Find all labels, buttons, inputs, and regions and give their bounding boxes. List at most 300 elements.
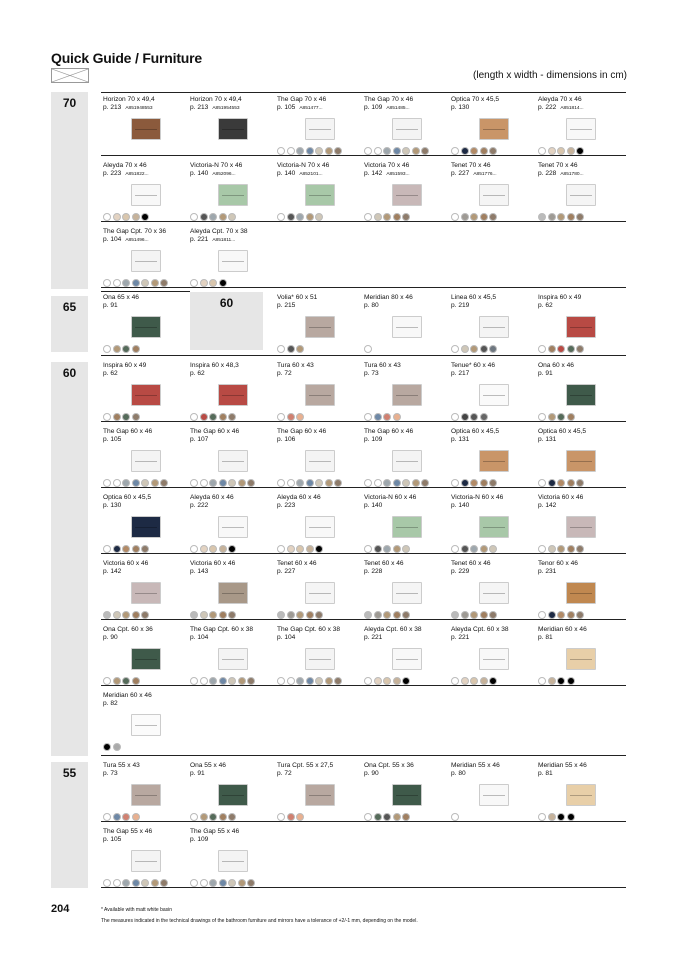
finish-swatch[interactable]: [489, 345, 497, 353]
finish-swatch[interactable]: [219, 279, 227, 287]
finish-swatch[interactable]: [538, 677, 546, 685]
finish-swatch[interactable]: [228, 213, 236, 221]
product-card[interactable]: [538, 162, 625, 224]
finish-swatch[interactable]: [228, 813, 236, 821]
finish-swatch[interactable]: [470, 147, 478, 155]
product-card[interactable]: [451, 626, 538, 688]
finish-swatch[interactable]: [306, 611, 314, 619]
finish-swatch[interactable]: [315, 213, 323, 221]
finish-swatch[interactable]: [219, 813, 227, 821]
finish-swatch[interactable]: [132, 279, 140, 287]
product-card[interactable]: [451, 762, 538, 824]
finish-swatch[interactable]: [209, 479, 217, 487]
product-card[interactable]: [103, 96, 190, 158]
finish-swatch[interactable]: [461, 677, 469, 685]
finish-swatch[interactable]: [151, 479, 159, 487]
finish-swatch[interactable]: [383, 413, 391, 421]
finish-swatch[interactable]: [548, 345, 556, 353]
finish-swatch[interactable]: [567, 479, 575, 487]
finish-swatch[interactable]: [576, 213, 584, 221]
finish-swatch[interactable]: [190, 677, 198, 685]
finish-swatch[interactable]: [548, 147, 556, 155]
product-card[interactable]: [103, 362, 190, 424]
finish-swatch[interactable]: [567, 677, 575, 685]
finish-swatch[interactable]: [209, 677, 217, 685]
finish-swatch[interactable]: [209, 279, 217, 287]
finish-swatch[interactable]: [461, 213, 469, 221]
finish-swatch[interactable]: [228, 413, 236, 421]
finish-swatch[interactable]: [113, 813, 121, 821]
finish-swatch[interactable]: [451, 611, 459, 619]
finish-swatch[interactable]: [576, 479, 584, 487]
product-card[interactable]: [364, 762, 451, 824]
finish-swatch[interactable]: [277, 813, 285, 821]
finish-swatch[interactable]: [228, 545, 236, 553]
finish-swatch[interactable]: [393, 677, 401, 685]
finish-swatch[interactable]: [325, 479, 333, 487]
product-card[interactable]: [364, 626, 451, 688]
finish-swatch[interactable]: [364, 813, 372, 821]
finish-swatch[interactable]: [103, 545, 111, 553]
product-card[interactable]: [277, 96, 364, 158]
finish-swatch[interactable]: [374, 213, 382, 221]
finish-swatch[interactable]: [122, 545, 130, 553]
finish-swatch[interactable]: [296, 345, 304, 353]
finish-swatch[interactable]: [315, 611, 323, 619]
finish-swatch[interactable]: [200, 279, 208, 287]
finish-swatch[interactable]: [383, 479, 391, 487]
finish-swatch[interactable]: [113, 413, 121, 421]
finish-swatch[interactable]: [451, 677, 459, 685]
product-card[interactable]: [451, 428, 538, 490]
finish-swatch[interactable]: [219, 879, 227, 887]
finish-swatch[interactable]: [402, 677, 410, 685]
finish-swatch[interactable]: [287, 345, 295, 353]
finish-swatch[interactable]: [374, 413, 382, 421]
finish-swatch[interactable]: [277, 479, 285, 487]
finish-swatch[interactable]: [576, 345, 584, 353]
finish-swatch[interactable]: [228, 677, 236, 685]
finish-swatch[interactable]: [306, 479, 314, 487]
finish-swatch[interactable]: [287, 545, 295, 553]
product-card[interactable]: [538, 428, 625, 490]
finish-swatch[interactable]: [364, 345, 372, 353]
finish-swatch[interactable]: [567, 413, 575, 421]
finish-swatch[interactable]: [200, 813, 208, 821]
finish-swatch[interactable]: [383, 813, 391, 821]
product-card[interactable]: [277, 362, 364, 424]
finish-swatch[interactable]: [122, 677, 130, 685]
product-card[interactable]: [538, 294, 625, 356]
finish-swatch[interactable]: [383, 545, 391, 553]
product-card[interactable]: [190, 560, 277, 622]
finish-swatch[interactable]: [480, 677, 488, 685]
finish-swatch[interactable]: [557, 611, 565, 619]
product-card[interactable]: [103, 762, 190, 824]
finish-swatch[interactable]: [132, 213, 140, 221]
finish-swatch[interactable]: [247, 479, 255, 487]
finish-swatch[interactable]: [383, 147, 391, 155]
finish-swatch[interactable]: [374, 611, 382, 619]
finish-swatch[interactable]: [470, 677, 478, 685]
finish-swatch[interactable]: [421, 479, 429, 487]
finish-swatch[interactable]: [557, 813, 565, 821]
product-card[interactable]: [190, 362, 277, 424]
finish-swatch[interactable]: [393, 413, 401, 421]
finish-swatch[interactable]: [103, 479, 111, 487]
finish-swatch[interactable]: [219, 413, 227, 421]
finish-swatch[interactable]: [480, 611, 488, 619]
finish-swatch[interactable]: [383, 611, 391, 619]
product-card[interactable]: [103, 428, 190, 490]
finish-swatch[interactable]: [113, 743, 121, 751]
finish-swatch[interactable]: [228, 611, 236, 619]
finish-swatch[interactable]: [160, 479, 168, 487]
finish-swatch[interactable]: [228, 879, 236, 887]
finish-swatch[interactable]: [277, 147, 285, 155]
finish-swatch[interactable]: [451, 345, 459, 353]
finish-swatch[interactable]: [393, 213, 401, 221]
finish-swatch[interactable]: [296, 413, 304, 421]
finish-swatch[interactable]: [200, 545, 208, 553]
finish-swatch[interactable]: [113, 677, 121, 685]
finish-swatch[interactable]: [287, 479, 295, 487]
finish-swatch[interactable]: [141, 611, 149, 619]
finish-swatch[interactable]: [141, 479, 149, 487]
finish-swatch[interactable]: [470, 213, 478, 221]
product-card[interactable]: [538, 560, 625, 622]
finish-swatch[interactable]: [393, 545, 401, 553]
finish-swatch[interactable]: [306, 677, 314, 685]
finish-swatch[interactable]: [132, 879, 140, 887]
finish-swatch[interactable]: [567, 611, 575, 619]
finish-swatch[interactable]: [287, 813, 295, 821]
finish-swatch[interactable]: [190, 479, 198, 487]
finish-swatch[interactable]: [122, 413, 130, 421]
finish-swatch[interactable]: [364, 611, 372, 619]
product-card[interactable]: [103, 294, 190, 356]
finish-swatch[interactable]: [306, 545, 314, 553]
finish-swatch[interactable]: [421, 147, 429, 155]
finish-swatch[interactable]: [334, 479, 342, 487]
finish-swatch[interactable]: [190, 279, 198, 287]
finish-swatch[interactable]: [538, 413, 546, 421]
finish-swatch[interactable]: [489, 213, 497, 221]
finish-swatch[interactable]: [470, 479, 478, 487]
finish-swatch[interactable]: [451, 213, 459, 221]
finish-swatch[interactable]: [480, 213, 488, 221]
finish-swatch[interactable]: [287, 611, 295, 619]
finish-swatch[interactable]: [238, 479, 246, 487]
finish-swatch[interactable]: [306, 147, 314, 155]
finish-swatch[interactable]: [364, 545, 372, 553]
finish-swatch[interactable]: [548, 611, 556, 619]
finish-swatch[interactable]: [219, 611, 227, 619]
finish-swatch[interactable]: [238, 677, 246, 685]
finish-swatch[interactable]: [567, 545, 575, 553]
product-card[interactable]: [538, 362, 625, 424]
finish-swatch[interactable]: [200, 479, 208, 487]
product-card[interactable]: [190, 626, 277, 688]
finish-swatch[interactable]: [103, 813, 111, 821]
finish-swatch[interactable]: [122, 345, 130, 353]
finish-swatch[interactable]: [489, 677, 497, 685]
finish-swatch[interactable]: [557, 677, 565, 685]
finish-swatch[interactable]: [567, 213, 575, 221]
finish-swatch[interactable]: [296, 213, 304, 221]
finish-swatch[interactable]: [548, 545, 556, 553]
product-card[interactable]: [103, 626, 190, 688]
finish-swatch[interactable]: [374, 147, 382, 155]
product-card[interactable]: [277, 560, 364, 622]
finish-swatch[interactable]: [576, 611, 584, 619]
product-card[interactable]: [538, 96, 625, 158]
finish-swatch[interactable]: [122, 479, 130, 487]
finish-swatch[interactable]: [113, 213, 121, 221]
product-card[interactable]: [190, 96, 277, 158]
finish-swatch[interactable]: [567, 345, 575, 353]
finish-swatch[interactable]: [451, 545, 459, 553]
finish-swatch[interactable]: [538, 479, 546, 487]
product-card[interactable]: [190, 762, 277, 824]
finish-swatch[interactable]: [402, 611, 410, 619]
finish-swatch[interactable]: [238, 879, 246, 887]
product-card[interactable]: [451, 362, 538, 424]
finish-swatch[interactable]: [277, 213, 285, 221]
finish-swatch[interactable]: [219, 545, 227, 553]
finish-swatch[interactable]: [132, 479, 140, 487]
product-card[interactable]: [364, 428, 451, 490]
finish-swatch[interactable]: [489, 545, 497, 553]
product-card[interactable]: [103, 228, 190, 290]
finish-swatch[interactable]: [315, 147, 323, 155]
product-card[interactable]: [277, 626, 364, 688]
finish-swatch[interactable]: [103, 677, 111, 685]
finish-swatch[interactable]: [567, 147, 575, 155]
finish-swatch[interactable]: [393, 479, 401, 487]
finish-swatch[interactable]: [132, 677, 140, 685]
finish-swatch[interactable]: [287, 213, 295, 221]
finish-swatch[interactable]: [538, 213, 546, 221]
finish-swatch[interactable]: [461, 479, 469, 487]
finish-swatch[interactable]: [296, 813, 304, 821]
finish-swatch[interactable]: [489, 147, 497, 155]
finish-swatch[interactable]: [190, 213, 198, 221]
finish-swatch[interactable]: [557, 479, 565, 487]
finish-swatch[interactable]: [219, 479, 227, 487]
finish-swatch[interactable]: [151, 279, 159, 287]
finish-swatch[interactable]: [113, 479, 121, 487]
finish-swatch[interactable]: [325, 677, 333, 685]
product-card[interactable]: [451, 96, 538, 158]
finish-swatch[interactable]: [557, 213, 565, 221]
finish-swatch[interactable]: [141, 279, 149, 287]
finish-swatch[interactable]: [470, 545, 478, 553]
finish-swatch[interactable]: [480, 147, 488, 155]
finish-swatch[interactable]: [219, 677, 227, 685]
product-card[interactable]: [364, 294, 451, 356]
finish-swatch[interactable]: [393, 611, 401, 619]
finish-swatch[interactable]: [209, 213, 217, 221]
finish-swatch[interactable]: [315, 545, 323, 553]
finish-swatch[interactable]: [113, 545, 121, 553]
finish-swatch[interactable]: [402, 545, 410, 553]
finish-swatch[interactable]: [374, 813, 382, 821]
finish-swatch[interactable]: [374, 479, 382, 487]
product-card[interactable]: [538, 762, 625, 824]
finish-swatch[interactable]: [277, 611, 285, 619]
finish-swatch[interactable]: [325, 147, 333, 155]
finish-swatch[interactable]: [374, 545, 382, 553]
finish-swatch[interactable]: [548, 413, 556, 421]
finish-swatch[interactable]: [122, 879, 130, 887]
finish-swatch[interactable]: [451, 479, 459, 487]
finish-swatch[interactable]: [277, 413, 285, 421]
finish-swatch[interactable]: [132, 813, 140, 821]
product-card[interactable]: [277, 762, 364, 824]
finish-swatch[interactable]: [190, 545, 198, 553]
finish-swatch[interactable]: [296, 479, 304, 487]
finish-swatch[interactable]: [132, 345, 140, 353]
finish-swatch[interactable]: [160, 879, 168, 887]
finish-swatch[interactable]: [103, 279, 111, 287]
finish-swatch[interactable]: [190, 611, 198, 619]
product-card[interactable]: [190, 494, 277, 556]
product-card[interactable]: [364, 162, 451, 224]
finish-swatch[interactable]: [470, 413, 478, 421]
finish-swatch[interactable]: [122, 611, 130, 619]
finish-swatch[interactable]: [412, 147, 420, 155]
finish-swatch[interactable]: [277, 677, 285, 685]
finish-swatch[interactable]: [402, 213, 410, 221]
finish-swatch[interactable]: [461, 545, 469, 553]
finish-swatch[interactable]: [489, 479, 497, 487]
product-card[interactable]: [451, 294, 538, 356]
finish-swatch[interactable]: [567, 813, 575, 821]
finish-swatch[interactable]: [548, 813, 556, 821]
finish-swatch[interactable]: [383, 677, 391, 685]
finish-swatch[interactable]: [383, 213, 391, 221]
finish-swatch[interactable]: [141, 879, 149, 887]
finish-swatch[interactable]: [113, 279, 121, 287]
finish-swatch[interactable]: [451, 147, 459, 155]
product-card[interactable]: [451, 494, 538, 556]
product-card[interactable]: [103, 828, 190, 890]
finish-swatch[interactable]: [122, 213, 130, 221]
product-card[interactable]: [451, 162, 538, 224]
finish-swatch[interactable]: [538, 611, 546, 619]
finish-swatch[interactable]: [200, 611, 208, 619]
finish-swatch[interactable]: [334, 677, 342, 685]
finish-swatch[interactable]: [461, 413, 469, 421]
finish-swatch[interactable]: [402, 479, 410, 487]
finish-swatch[interactable]: [113, 611, 121, 619]
finish-swatch[interactable]: [103, 611, 111, 619]
finish-swatch[interactable]: [576, 545, 584, 553]
product-card[interactable]: [190, 162, 277, 224]
finish-swatch[interactable]: [132, 545, 140, 553]
product-card[interactable]: [103, 494, 190, 556]
product-card[interactable]: [103, 560, 190, 622]
finish-swatch[interactable]: [451, 413, 459, 421]
finish-swatch[interactable]: [364, 677, 372, 685]
finish-swatch[interactable]: [470, 611, 478, 619]
finish-swatch[interactable]: [132, 611, 140, 619]
finish-swatch[interactable]: [209, 879, 217, 887]
finish-swatch[interactable]: [461, 147, 469, 155]
finish-swatch[interactable]: [480, 345, 488, 353]
finish-swatch[interactable]: [277, 345, 285, 353]
finish-swatch[interactable]: [219, 213, 227, 221]
finish-swatch[interactable]: [393, 813, 401, 821]
product-card[interactable]: [364, 96, 451, 158]
finish-swatch[interactable]: [190, 413, 198, 421]
finish-swatch[interactable]: [113, 879, 121, 887]
finish-swatch[interactable]: [334, 147, 342, 155]
finish-swatch[interactable]: [247, 879, 255, 887]
finish-swatch[interactable]: [247, 677, 255, 685]
finish-swatch[interactable]: [287, 677, 295, 685]
finish-swatch[interactable]: [557, 345, 565, 353]
finish-swatch[interactable]: [122, 279, 130, 287]
finish-swatch[interactable]: [548, 677, 556, 685]
finish-swatch[interactable]: [548, 213, 556, 221]
product-card[interactable]: [277, 294, 364, 356]
finish-swatch[interactable]: [489, 611, 497, 619]
finish-swatch[interactable]: [538, 147, 546, 155]
finish-swatch[interactable]: [315, 677, 323, 685]
finish-swatch[interactable]: [209, 611, 217, 619]
finish-swatch[interactable]: [296, 147, 304, 155]
finish-swatch[interactable]: [113, 345, 121, 353]
finish-swatch[interactable]: [209, 813, 217, 821]
finish-swatch[interactable]: [538, 813, 546, 821]
finish-swatch[interactable]: [296, 611, 304, 619]
finish-swatch[interactable]: [470, 345, 478, 353]
product-card[interactable]: [103, 162, 190, 224]
product-card[interactable]: [451, 560, 538, 622]
finish-swatch[interactable]: [141, 213, 149, 221]
product-card[interactable]: [364, 362, 451, 424]
finish-swatch[interactable]: [364, 479, 372, 487]
finish-swatch[interactable]: [209, 413, 217, 421]
product-card[interactable]: [538, 626, 625, 688]
finish-swatch[interactable]: [480, 413, 488, 421]
finish-swatch[interactable]: [200, 677, 208, 685]
finish-swatch[interactable]: [402, 147, 410, 155]
finish-swatch[interactable]: [132, 413, 140, 421]
finish-swatch[interactable]: [557, 545, 565, 553]
finish-swatch[interactable]: [200, 879, 208, 887]
finish-swatch[interactable]: [557, 147, 565, 155]
product-card[interactable]: [190, 828, 277, 890]
finish-swatch[interactable]: [393, 147, 401, 155]
finish-swatch[interactable]: [480, 545, 488, 553]
finish-swatch[interactable]: [364, 147, 372, 155]
finish-swatch[interactable]: [296, 677, 304, 685]
finish-swatch[interactable]: [122, 813, 130, 821]
finish-swatch[interactable]: [374, 677, 382, 685]
finish-swatch[interactable]: [364, 413, 372, 421]
finish-swatch[interactable]: [190, 879, 198, 887]
finish-swatch[interactable]: [151, 879, 159, 887]
finish-swatch[interactable]: [315, 479, 323, 487]
finish-swatch[interactable]: [306, 213, 314, 221]
finish-swatch[interactable]: [209, 545, 217, 553]
finish-swatch[interactable]: [200, 213, 208, 221]
finish-swatch[interactable]: [190, 813, 198, 821]
finish-swatch[interactable]: [200, 413, 208, 421]
